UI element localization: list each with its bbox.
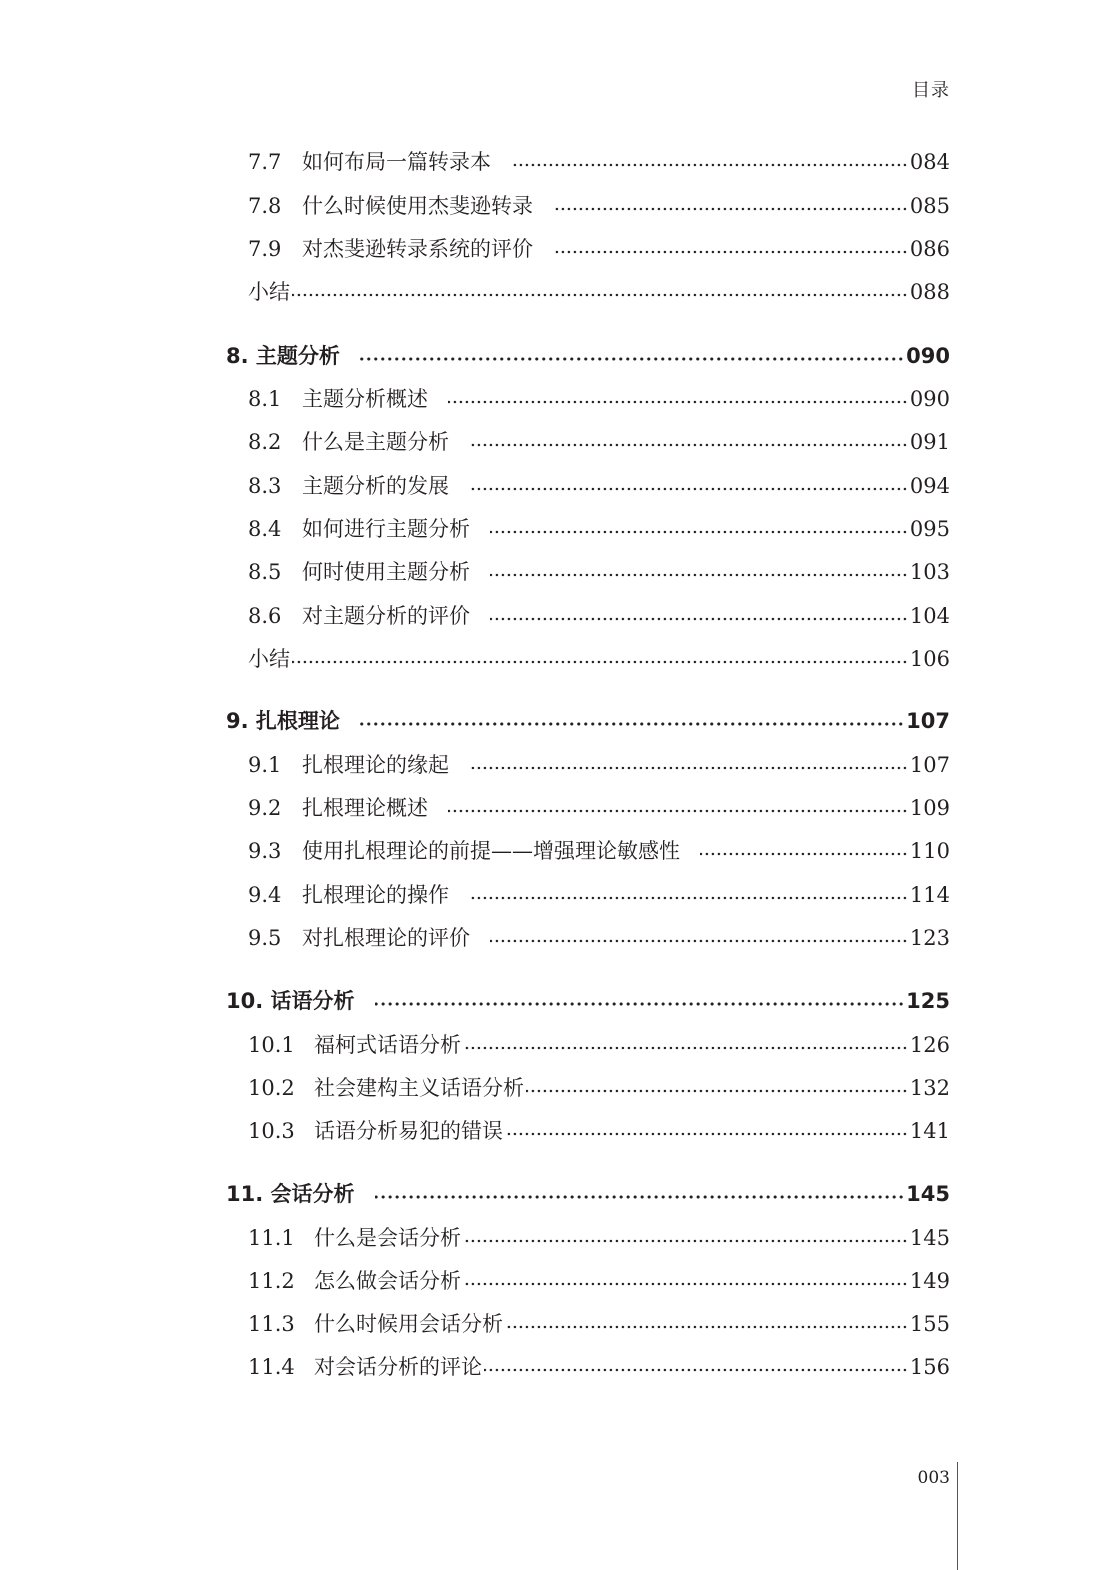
dot-leader	[448, 400, 908, 404]
toc-entry-number: 8.2	[248, 430, 282, 454]
dot-leader	[505, 1132, 908, 1136]
toc-entry-number: 8.1	[248, 387, 282, 411]
dot-leader	[463, 1282, 908, 1286]
toc-entry-page: 088	[909, 280, 950, 304]
toc-chapter-page: 107	[906, 709, 950, 733]
dot-leader	[360, 357, 904, 361]
folio-rule	[957, 1462, 958, 1570]
toc-entry[interactable]	[248, 233, 950, 263]
toc-chapter[interactable]	[226, 1178, 950, 1208]
dot-leader	[700, 852, 908, 856]
toc-entry[interactable]	[248, 1351, 950, 1381]
dot-leader	[490, 617, 908, 621]
toc-chapter[interactable]	[226, 985, 950, 1015]
toc-entry[interactable]	[248, 146, 950, 176]
toc-entry-summary[interactable]	[248, 643, 950, 673]
dot-leader	[469, 443, 908, 447]
dot-leader	[490, 939, 908, 943]
toc-entry-number: 9.3	[248, 839, 282, 863]
toc-entry-title: 如何进行主题分析	[302, 517, 470, 541]
toc-entry-page: 110	[909, 839, 950, 863]
toc-chapter-title: 11. 会话分析	[226, 1182, 355, 1206]
dot-leader	[490, 530, 908, 534]
toc-entry-title: 扎根理论的操作	[302, 883, 449, 907]
dot-leader	[505, 1325, 908, 1329]
toc-entry-number: 8.6	[248, 604, 282, 628]
toc-entry-title: 何时使用主题分析	[302, 560, 470, 584]
toc-entry-number: 9.1	[248, 753, 282, 777]
toc-entry[interactable]	[248, 835, 950, 865]
toc-entry-number: 7.8	[248, 194, 282, 218]
toc-entry-title: 主题分析概述	[302, 387, 428, 411]
dot-leader	[469, 896, 908, 900]
toc-entry-page: 132	[909, 1076, 950, 1100]
toc-entry-number: 10.1	[248, 1033, 295, 1057]
toc-chapter-title: 8. 主题分析	[226, 344, 340, 368]
toc-entry-number: 7.7	[248, 150, 282, 174]
toc-chapter[interactable]	[226, 705, 950, 735]
toc-entry[interactable]	[248, 1072, 950, 1102]
toc-entry-page: 084	[909, 150, 950, 174]
dot-leader	[463, 1046, 908, 1050]
toc-entry-title: 话语分析易犯的错误	[314, 1119, 503, 1143]
toc-entry-page: 085	[909, 194, 950, 218]
dot-leader	[484, 1368, 908, 1372]
toc-entry-number: 11.2	[248, 1269, 295, 1293]
toc-entry[interactable]	[248, 556, 950, 586]
toc-entry-page: 094	[909, 474, 950, 498]
toc-entry-page: 107	[909, 753, 950, 777]
dot-leader	[360, 722, 904, 726]
dot-leader	[469, 766, 908, 770]
toc-entry[interactable]	[248, 792, 950, 822]
toc-entry-number: 8.4	[248, 517, 282, 541]
toc-chapter-title: 10. 话语分析	[226, 989, 355, 1013]
toc-entry[interactable]	[248, 1029, 950, 1059]
toc-entry-page: 123	[909, 926, 950, 950]
toc-entry[interactable]	[248, 922, 950, 952]
toc-entry-title: 对会话分析的评论	[314, 1355, 482, 1379]
toc-entry-page: 090	[909, 387, 950, 411]
toc-entry-number: 11.1	[248, 1226, 295, 1250]
toc-entry[interactable]	[248, 190, 950, 220]
running-head: 目录	[912, 80, 950, 101]
dot-leader	[375, 1195, 905, 1199]
dot-leader	[511, 163, 908, 167]
toc-entry-page: 104	[909, 604, 950, 628]
dot-leader	[292, 660, 908, 664]
dot-leader	[292, 293, 908, 297]
page-number: 003	[917, 1468, 950, 1488]
toc-entry-page: 114	[909, 883, 950, 907]
toc-entry-title: 什么时候用会话分析	[314, 1312, 503, 1336]
toc-entry-number: 8.3	[248, 474, 282, 498]
dot-leader	[490, 573, 908, 577]
toc-entry-title: 对扎根理论的评价	[302, 926, 470, 950]
toc-entry[interactable]	[248, 470, 950, 500]
toc-entry-page: 103	[909, 560, 950, 584]
toc-entry-page: 106	[909, 647, 950, 671]
dot-leader	[553, 250, 908, 254]
toc-chapter-title: 9. 扎根理论	[226, 709, 340, 733]
toc-entry-page: 095	[909, 517, 950, 541]
toc-chapter-page: 125	[906, 989, 950, 1013]
toc-entry[interactable]	[248, 879, 950, 909]
toc-entry-title: 主题分析的发展	[302, 474, 449, 498]
toc-entry-title: 使用扎根理论的前提——增强理论敏感性	[302, 839, 680, 863]
toc-entry-number: 9.2	[248, 796, 282, 820]
toc-entry[interactable]	[248, 513, 950, 543]
toc-entry-number: 11.3	[248, 1312, 295, 1336]
dot-leader	[469, 487, 908, 491]
toc-entry-page: 091	[909, 430, 950, 454]
toc-entry-page: 141	[909, 1119, 950, 1143]
toc-entry-number: 9.5	[248, 926, 282, 950]
toc-entry-title: 社会建构主义话语分析	[314, 1076, 524, 1100]
toc-entry-number: 10.3	[248, 1119, 295, 1143]
toc-entry[interactable]	[248, 426, 950, 456]
toc-entry-title: 如何布局一篇转录本	[302, 150, 491, 174]
toc-chapter[interactable]	[226, 340, 950, 370]
toc-entry-number: 9.4	[248, 883, 282, 907]
toc-entry-title: 什么时候使用杰斐逊转录	[302, 194, 533, 218]
toc-entry-page: 145	[909, 1226, 950, 1250]
toc-entry-summary[interactable]	[248, 276, 950, 306]
toc-chapter-page: 090	[906, 344, 950, 368]
toc-entry-page: 155	[909, 1312, 950, 1336]
toc-entry[interactable]	[248, 1308, 950, 1338]
toc-entry-title: 什么是主题分析	[302, 430, 449, 454]
toc-entry[interactable]	[248, 749, 950, 779]
dot-leader	[526, 1089, 908, 1093]
toc-entry-number: 7.9	[248, 237, 282, 261]
toc-entry[interactable]	[248, 1222, 950, 1252]
toc-entry-title: 扎根理论的缘起	[302, 753, 449, 777]
toc-entry[interactable]	[248, 600, 950, 630]
toc-entry-number: 8.5	[248, 560, 282, 584]
dot-leader	[463, 1239, 908, 1243]
dot-leader	[375, 1002, 905, 1006]
toc-entry-page: 149	[909, 1269, 950, 1293]
toc-entry-page: 109	[909, 796, 950, 820]
toc-entry[interactable]	[248, 383, 950, 413]
toc-entry-title: 对杰斐逊转录系统的评价	[302, 237, 533, 261]
toc-entry[interactable]	[248, 1115, 950, 1145]
toc-entry-title: 怎么做会话分析	[314, 1269, 461, 1293]
toc-entry-title: 福柯式话语分析	[314, 1033, 461, 1057]
toc-entry[interactable]	[248, 1265, 950, 1295]
toc-entry-title: 扎根理论概述	[302, 796, 428, 820]
dot-leader	[448, 809, 908, 813]
toc-entry-page: 086	[909, 237, 950, 261]
toc-entry-title: 对主题分析的评价	[302, 604, 470, 628]
toc-entry-page: 156	[909, 1355, 950, 1379]
toc-entry-title: 小结	[248, 280, 290, 304]
toc-entry-title: 小结	[248, 647, 290, 671]
toc-entry-number: 10.2	[248, 1076, 295, 1100]
toc-entry-number: 11.4	[248, 1355, 295, 1379]
toc-chapter-page: 145	[906, 1182, 950, 1206]
toc-entry-title: 什么是会话分析	[314, 1226, 461, 1250]
dot-leader	[553, 207, 908, 211]
toc-entry-page: 126	[909, 1033, 950, 1057]
